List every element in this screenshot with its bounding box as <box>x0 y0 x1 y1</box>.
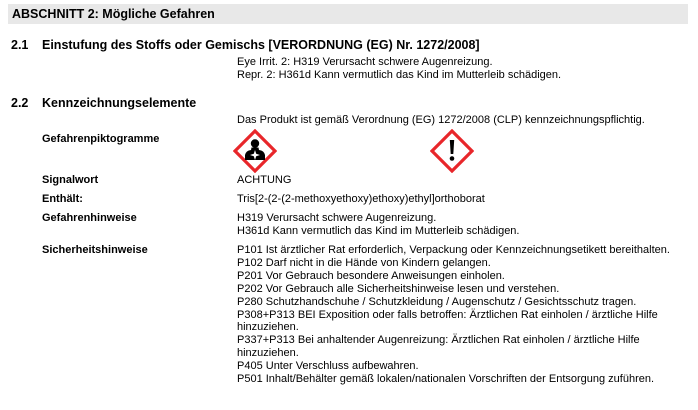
hazard-statement: H361d Kann vermutlich das Kind im Mutterleib schädigen. <box>237 224 520 237</box>
precautionary-statement: P201 Vor Gebrauch besondere Anweisungen einholen. <box>237 269 505 282</box>
precautionary-statement-continuation: hinzuziehen. <box>237 347 299 360</box>
hazard-statements-label: Gefahrenhinweise <box>42 212 137 224</box>
precautionary-statement: P101 Ist ärztlicher Rat erforderlich, Verpackung oder Kennzeichnungsetikett bereithalten. <box>237 244 670 256</box>
subsection-2-2-number: 2.2 <box>11 96 29 110</box>
precautionary-statement: P280 Schutzhandschuhe / Schutzkleidung / Augenschutz / Gesichtsschutz tragen. <box>237 295 637 308</box>
contains-label: Enthält: <box>42 193 83 205</box>
signal-word-value: ACHTUNG <box>237 174 292 186</box>
precautionary-statements-label: Sicherheitshinweise <box>42 244 148 256</box>
hazard-statements-list <box>237 212 519 238</box>
precautionary-statement: P102 Darf nicht in die Hände von Kindern gelangen. <box>237 256 491 269</box>
subsection-2-1-title: Einstufung des Stoffs oder Gemischs [VERORDNUNG (EG) Nr. 1272/2008] <box>42 38 480 52</box>
precautionary-statement: P405 Unter Verschluss aufbewahren. <box>237 360 419 373</box>
precautionary-statement: P202 Vor Gebrauch alle Sicherheitshinweise lesen und verstehen. <box>237 282 560 295</box>
precautionary-statement: P337+P313 Bei anhaltender Augenreizung: Ärztlichen Rat einholen / ärztliche Hilfe <box>237 334 640 347</box>
hazard-statement: H319 Verursacht schwere Augenreizung. <box>237 212 437 224</box>
precautionary-statement: P501 Inhalt/Behälter gemäß lokalen/nationalen Vorschriften der Entsorgung zuführen. <box>237 373 655 386</box>
pictograms-label: Gefahrenpiktogramme <box>42 133 160 145</box>
classification-line: Eye Irrit. 2: H319 Verursacht schwere Augenreizung. <box>237 56 493 68</box>
labelling-intro: Das Produkt ist gemäß Verordnung (EG) 1272/2008 (CLP) kennzeichnungspflichtig. <box>237 114 645 126</box>
section-title: ABSCHNITT 2: Mögliche Gefahren <box>12 7 215 21</box>
subsection-2-1-number: 2.1 <box>11 38 29 52</box>
precautionary-statement-continuation: hinzuziehen. <box>237 321 299 334</box>
health-hazard-icon <box>233 129 277 173</box>
contains-value: Tris[2-(2-(2-methoxyethoxy)ethoxy)ethyl]orthoborat <box>237 193 485 205</box>
classification-list <box>237 56 561 82</box>
subsection-2-2-title: Kennzeichnungselemente <box>42 96 197 110</box>
classification-line: Repr. 2: H361d Kann vermutlich das Kind im Mutterleib schädigen. <box>237 68 562 81</box>
precautionary-statement: P308+P313 BEI Exposition oder falls betroffen: Ärztlichen Rat einholen / ärztliche Hilfe <box>237 308 658 321</box>
signal-word-label: Signalwort <box>42 174 99 186</box>
precautionary-statements-list <box>237 244 670 386</box>
exclamation-mark-icon <box>430 129 474 173</box>
